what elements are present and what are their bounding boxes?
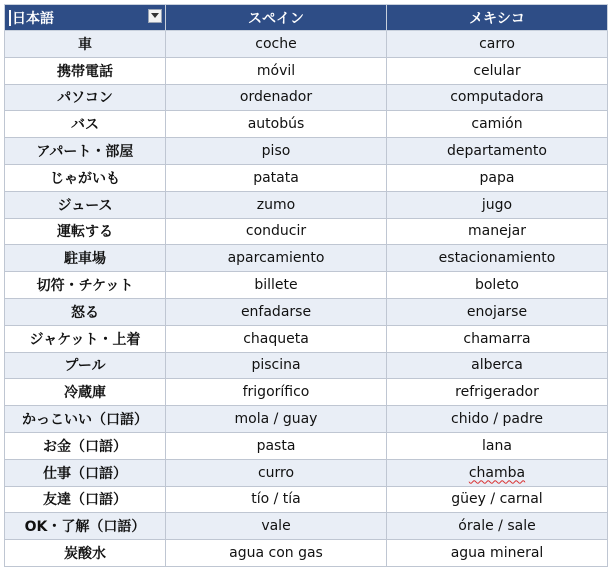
cell-mexico[interactable]: departamento <box>387 138 608 165</box>
cell-spain[interactable]: curro <box>166 459 387 486</box>
cell-spain[interactable]: frigorífico <box>166 379 387 406</box>
cell-japanese[interactable]: 駐車場 <box>5 245 166 272</box>
header-japanese-label: 日本語 <box>12 10 54 27</box>
cell-mexico[interactable]: refrigerador <box>387 379 608 406</box>
header-cell-japanese[interactable] <box>5 5 166 31</box>
cell-mexico[interactable]: órale / sale <box>387 513 608 540</box>
table-row <box>5 31 608 58</box>
table-row <box>5 432 608 459</box>
table-row <box>5 459 608 486</box>
table-row <box>5 84 608 111</box>
cell-japanese[interactable]: プール <box>5 352 166 379</box>
cell-spain[interactable]: billete <box>166 272 387 299</box>
cell-japanese[interactable]: 切符・チケット <box>5 272 166 299</box>
table-header <box>5 5 608 31</box>
cell-japanese[interactable]: パソコン <box>5 84 166 111</box>
cell-spain[interactable]: zumo <box>166 191 387 218</box>
table-row <box>5 191 608 218</box>
cell-mexico[interactable]: enojarse <box>387 298 608 325</box>
cell-spain[interactable]: vale <box>166 513 387 540</box>
cell-spain[interactable]: piso <box>166 138 387 165</box>
text-cursor <box>9 10 11 26</box>
cell-japanese[interactable]: ジュース <box>5 191 166 218</box>
table-row <box>5 272 608 299</box>
table-row <box>5 164 608 191</box>
table-row <box>5 325 608 352</box>
cell-mexico[interactable]: manejar <box>387 218 608 245</box>
cell-japanese[interactable]: 冷蔵庫 <box>5 379 166 406</box>
table-row <box>5 486 608 513</box>
cell-japanese[interactable]: 友達（口語） <box>5 486 166 513</box>
cell-mexico[interactable]: chido / padre <box>387 406 608 433</box>
cell-japanese[interactable]: ジャケット・上着 <box>5 325 166 352</box>
table-row <box>5 218 608 245</box>
cell-mexico[interactable]: lana <box>387 432 608 459</box>
cell-japanese[interactable]: じゃがいも <box>5 164 166 191</box>
cell-mexico[interactable]: estacionamiento <box>387 245 608 272</box>
cell-mexico[interactable]: carro <box>387 31 608 58</box>
cell-spain[interactable]: pasta <box>166 432 387 459</box>
table-row <box>5 57 608 84</box>
cell-japanese[interactable]: バス <box>5 111 166 138</box>
cell-mexico[interactable]: computadora <box>387 84 608 111</box>
cell-spain[interactable]: chaqueta <box>166 325 387 352</box>
table-row <box>5 352 608 379</box>
filter-dropdown-icon <box>151 13 159 19</box>
header-cell-spain[interactable]: スペイン <box>166 5 387 31</box>
cell-japanese[interactable]: 炭酸水 <box>5 540 166 567</box>
cell-mexico[interactable]: alberca <box>387 352 608 379</box>
header-cell-mexico[interactable]: メキシコ <box>387 5 608 31</box>
cell-spain[interactable]: conducir <box>166 218 387 245</box>
table-row <box>5 406 608 433</box>
table-row <box>5 138 608 165</box>
cell-spain[interactable]: patata <box>166 164 387 191</box>
cell-spain[interactable]: enfadarse <box>166 298 387 325</box>
cell-mexico[interactable]: celular <box>387 57 608 84</box>
cell-spain[interactable]: móvil <box>166 57 387 84</box>
cell-mexico[interactable]: jugo <box>387 191 608 218</box>
cell-japanese[interactable]: アパート・部屋 <box>5 138 166 165</box>
cell-mexico[interactable]: boleto <box>387 272 608 299</box>
cell-spain[interactable]: aparcamiento <box>166 245 387 272</box>
cell-japanese[interactable]: 運転する <box>5 218 166 245</box>
cell-mexico[interactable]: papa <box>387 164 608 191</box>
cell-mexico[interactable]: camión <box>387 111 608 138</box>
table-row <box>5 379 608 406</box>
cell-japanese[interactable]: 車 <box>5 31 166 58</box>
cell-japanese[interactable]: 仕事（口語） <box>5 459 166 486</box>
cell-japanese[interactable]: お金（口語） <box>5 432 166 459</box>
vocabulary-table <box>4 4 608 567</box>
table-body <box>5 31 608 567</box>
cell-spain[interactable]: mola / guay <box>166 406 387 433</box>
filter-dropdown-button[interactable] <box>148 9 162 23</box>
cell-spain[interactable]: autobús <box>166 111 387 138</box>
cell-spain[interactable]: tío / tía <box>166 486 387 513</box>
table-row <box>5 540 608 567</box>
spellcheck-marked-text: chamba <box>468 464 526 481</box>
cell-mexico[interactable]: güey / carnal <box>387 486 608 513</box>
spreadsheet-table-area <box>4 4 607 567</box>
cell-japanese[interactable]: 携帯電話 <box>5 57 166 84</box>
table-row <box>5 245 608 272</box>
cell-spain[interactable]: piscina <box>166 352 387 379</box>
cell-spain[interactable]: agua con gas <box>166 540 387 567</box>
table-row <box>5 298 608 325</box>
cell-japanese[interactable]: 怒る <box>5 298 166 325</box>
cell-mexico[interactable] <box>387 459 608 486</box>
cell-spain[interactable]: coche <box>166 31 387 58</box>
header-row <box>5 5 608 31</box>
cell-japanese[interactable]: OK・了解（口語） <box>5 513 166 540</box>
table-row <box>5 111 608 138</box>
cell-mexico[interactable]: chamarra <box>387 325 608 352</box>
cell-mexico[interactable]: agua mineral <box>387 540 608 567</box>
cell-japanese[interactable]: かっこいい（口語） <box>5 406 166 433</box>
table-row <box>5 513 608 540</box>
cell-spain[interactable]: ordenador <box>166 84 387 111</box>
